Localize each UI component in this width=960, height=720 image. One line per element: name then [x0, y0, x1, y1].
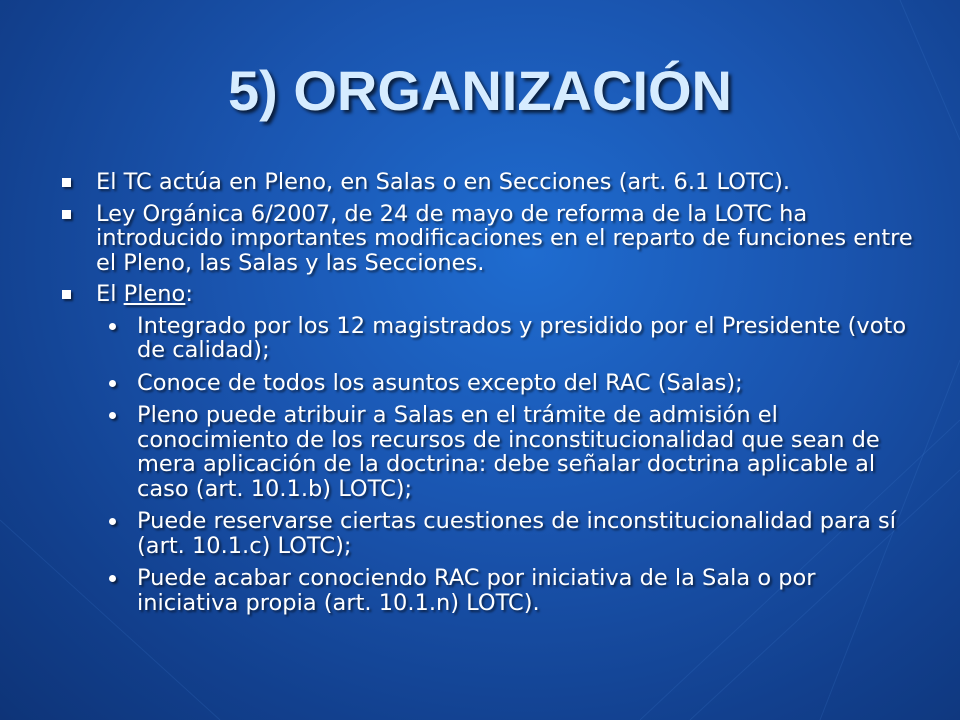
- sub-bullet-text: Puede acabar conociendo RAC por iniciativa de la Sala o por iniciativa propia (art. 10.1.n) LOTC).: [137, 565, 816, 616]
- sub-bullet-item: [62, 509, 922, 558]
- sub-bullet-text: Conoce de todos los asuntos excepto del RAC (Salas);: [137, 369, 743, 396]
- square-bullet-icon: [62, 178, 71, 187]
- sub-bullet-text: Integrado por los 12 magistrados y presidido por el Presidente (voto de calidad);: [137, 312, 907, 363]
- slide-content: [62, 170, 922, 623]
- bullet-prefix: El: [96, 281, 124, 307]
- sub-bullet-item: [62, 566, 922, 615]
- bullet-suffix: :: [185, 281, 193, 307]
- bullet-item: [62, 170, 922, 195]
- bullet-item: [62, 202, 922, 276]
- bullet-text: Ley Orgánica 6/2007, de 24 de mayo de reforma de la LOTC ha introducido importantes modificaciones en el reparto de funciones entre el Pleno, las Salas y las Secciones.: [96, 200, 913, 276]
- square-bullet-icon: [62, 210, 71, 219]
- round-bullet-icon: [109, 323, 116, 330]
- round-bullet-icon: [109, 518, 116, 525]
- bullet-item: [62, 282, 922, 307]
- round-bullet-icon: [109, 412, 116, 419]
- sub-bullet-item: [62, 403, 922, 501]
- sub-bullet-text: Pleno puede atribuir a Salas en el trámite de admisión el conocimiento de los recursos de inconstitucionalidad que sean de mera aplicación de la doctrina: debe señalar doctrina aplicable al caso (art. 10.1.b) LOTC);: [137, 402, 880, 502]
- pleno-heading: Pleno: [123, 281, 186, 307]
- sub-bullet-item: [62, 314, 922, 363]
- slide-title: 5) ORGANIZACIÓN: [228, 59, 732, 122]
- sub-bullet-item: [62, 371, 922, 396]
- bullet-text: El TC actúa en Pleno, en Salas o en Secciones (art. 6.1 LOTC).: [96, 169, 790, 195]
- sub-bullet-text: Puede reservarse ciertas cuestiones de inconstitucionalidad para sí (art. 10.1.c) LOTC);: [137, 508, 896, 559]
- square-bullet-icon: [62, 290, 71, 299]
- round-bullet-icon: [109, 575, 116, 582]
- round-bullet-icon: [109, 380, 116, 387]
